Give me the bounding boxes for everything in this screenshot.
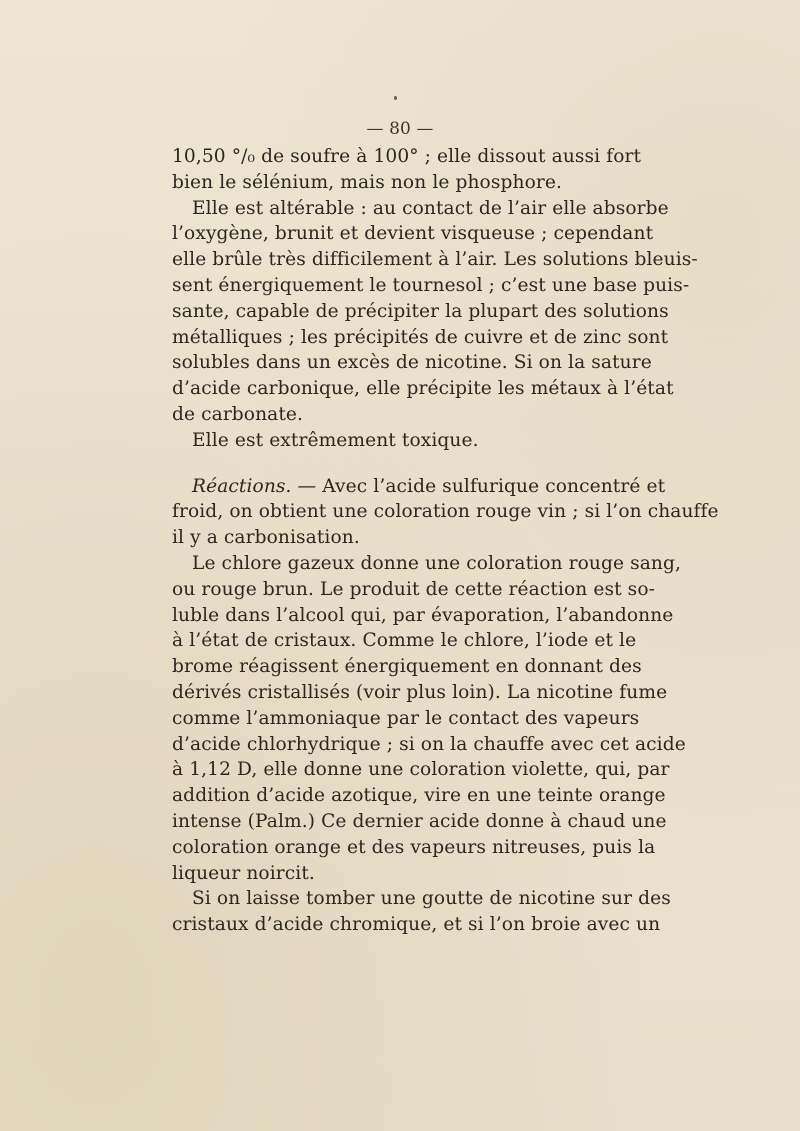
text-line: de carbonate. xyxy=(172,403,304,425)
text-line: il y a carbonisation. xyxy=(172,527,360,549)
text-line: Si on laisse tomber une goutte de nicotine sur des xyxy=(192,888,671,910)
ink-speck xyxy=(394,96,397,100)
text-line: d’acide chlorhydrique ; si on la chauffe avec cet acide xyxy=(172,733,686,755)
text-line: ou rouge brun. Le produit de cette réaction est so- xyxy=(172,578,655,600)
page-number: — 80 — xyxy=(366,119,434,139)
section-gap xyxy=(172,454,628,474)
text-line: cristaux d’acide chromique, et si l’on broie avec un xyxy=(172,914,661,936)
text-line: solubles dans un excès de nicotine. Si on la sature xyxy=(172,352,652,374)
text-line: comme l’ammoniaque par le contact des vapeurs xyxy=(172,707,640,729)
text-line: froid, on obtient une coloration rouge vin ; si l’on chauffe xyxy=(172,501,719,523)
text-line: sent énergiquement le tournesol ; c’est une base puis- xyxy=(172,274,690,296)
text-line: dérivés cristallisés (voir plus loin). La nicotine fume xyxy=(172,681,668,703)
text-line: Elle est extrêmement toxique. xyxy=(192,429,479,451)
text-line: coloration orange et des vapeurs nitreuses, puis la xyxy=(172,836,656,858)
text-line: métalliques ; les précipités de cuivre et de zinc sont xyxy=(172,326,669,348)
text-line: bien le sélénium, mais non le phosphore. xyxy=(172,171,562,193)
text-line: addition d’acide azotique, vire en une teinte orange xyxy=(172,785,666,807)
text-line: à 1,12 D, elle donne une coloration violette, qui, par xyxy=(172,759,670,781)
text-run: — Avec l’acide sulfurique concentré et xyxy=(291,475,666,497)
text-line: à l’état de cristaux. Comme le chlore, l’iode et le xyxy=(172,630,637,652)
section-heading-line xyxy=(172,474,666,500)
text-line: liqueur noircit. xyxy=(172,862,315,884)
text-line: sante, capable de précipiter la plupart des solutions xyxy=(172,300,669,322)
text-line: brome réagissent énergiquement en donnant des xyxy=(172,656,642,678)
text-line: elle brûle très difficilement à l’air. Les solutions bleuis- xyxy=(172,249,698,271)
text-line: intense (Palm.) Ce dernier acide donne à chaud une xyxy=(172,810,667,832)
page-body xyxy=(172,114,719,938)
text-line: l’oxygène, brunit et devient visqueuse ; cependant xyxy=(172,223,654,245)
text-line: luble dans l’alcool qui, par évaporation, l’abandonne xyxy=(172,604,674,626)
text-line: d’acide carbonique, elle précipite les métaux à l’état xyxy=(172,378,674,400)
text-line: Le chlore gazeux donne une coloration rouge sang, xyxy=(192,552,681,574)
text-line: Elle est altérable : au contact de l’air elle absorbe xyxy=(192,197,669,219)
section-heading: Réactions. xyxy=(192,475,292,497)
text-line: 10,50 °/₀ de soufre à 100° ; elle dissout aussi fort xyxy=(172,146,642,167)
